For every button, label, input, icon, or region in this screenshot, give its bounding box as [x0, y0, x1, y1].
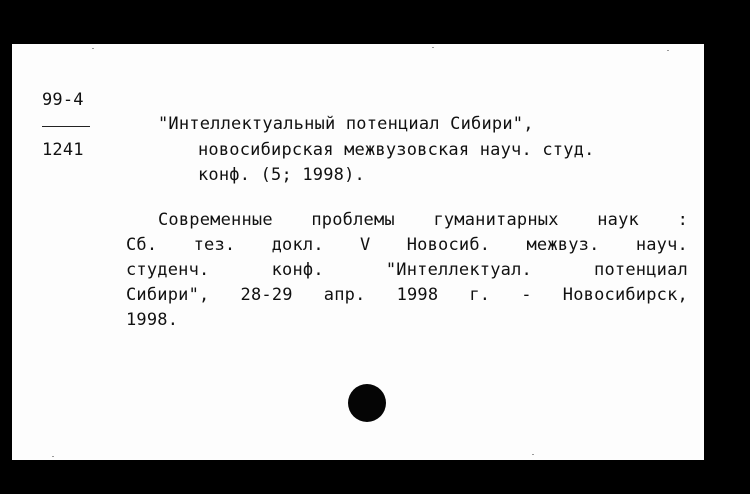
heading-line-2: новосибирская межвузовская науч. студ. — [198, 140, 595, 160]
word: V — [360, 235, 371, 255]
word: межвуз. — [526, 235, 600, 255]
scan-speck — [52, 456, 54, 457]
heading-line-1: "Интеллектуальный потенциал Сибири", — [158, 114, 534, 134]
scan-speck — [432, 47, 434, 48]
scan-speck — [667, 50, 669, 51]
scan-speck — [532, 454, 534, 455]
shelf-divider — [42, 126, 90, 127]
word: конф. — [271, 260, 324, 280]
description-line-5 — [126, 310, 688, 330]
word: тез. — [193, 235, 236, 255]
word: наук — [597, 210, 639, 230]
description-line-2 — [126, 235, 688, 255]
word: Современные — [158, 210, 273, 230]
word: : — [677, 210, 688, 230]
word: Сб. — [126, 235, 158, 255]
word: Сибири", — [126, 285, 210, 305]
word: 1998 — [396, 285, 439, 305]
word: проблемы — [311, 210, 395, 230]
heading-line-3: конф. (5; 1998). — [198, 165, 365, 185]
shelf-number-top: 99-4 — [42, 90, 84, 110]
punch-hole — [348, 384, 386, 422]
word: гуманитарных — [433, 210, 559, 230]
word: апр. — [323, 285, 366, 305]
word: - — [521, 285, 532, 305]
word: 1998. — [126, 310, 179, 330]
word: "Интеллектуал. — [385, 260, 532, 280]
word: науч. — [635, 235, 688, 255]
word: студенч. — [126, 260, 210, 280]
description-line-4 — [126, 285, 688, 305]
description-line-1 — [158, 210, 688, 230]
shelf-number-bottom: 1241 — [42, 140, 84, 160]
word: г. — [469, 285, 491, 305]
catalog-card — [12, 44, 704, 460]
word: докл. — [271, 235, 324, 255]
word: Новосиб. — [406, 235, 491, 255]
word: Новосибирск, — [562, 285, 688, 305]
scan-speck — [92, 48, 94, 49]
word: 28-29 — [240, 285, 293, 305]
description-line-3 — [126, 260, 688, 280]
word: потенциал — [594, 260, 688, 280]
